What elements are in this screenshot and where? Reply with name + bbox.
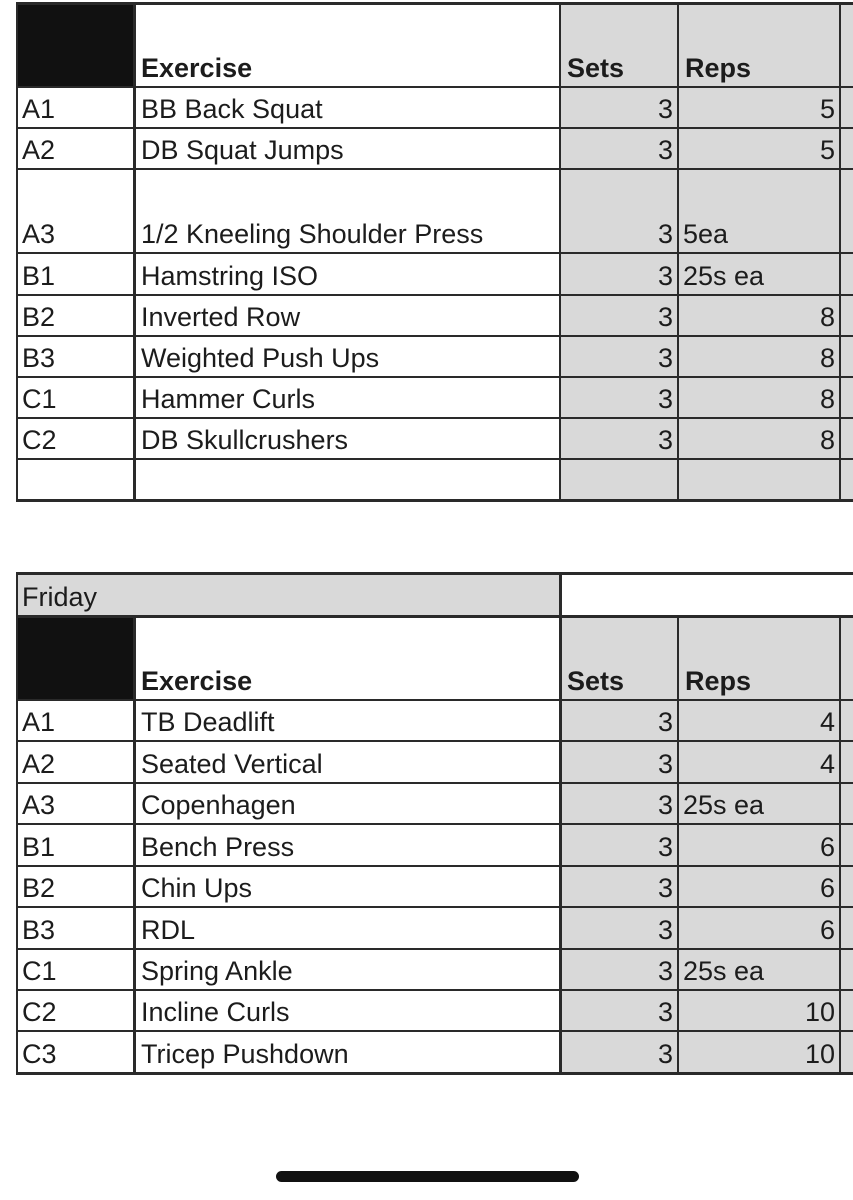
row-id: C3 (22, 1039, 57, 1069)
reps-value: 4 (819, 749, 835, 779)
exercise-name: BB Back Squat (141, 94, 323, 124)
row-id: B2 (22, 873, 56, 903)
reps-value: 10 (804, 1039, 835, 1069)
sets-value: 3 (657, 425, 673, 455)
sets-value: 3 (657, 302, 673, 332)
grid-line (16, 572, 18, 1075)
reps-header: Reps (685, 53, 752, 83)
grid-line (17, 127, 853, 129)
reps-value: 8 (819, 343, 835, 373)
reps-value: 6 (819, 915, 835, 945)
exercise-header: Exercise (141, 53, 253, 83)
grid-line (17, 948, 853, 950)
grid-line (16, 2, 18, 502)
header-corner-cell (17, 3, 134, 87)
exercise-name: Inverted Row (141, 302, 301, 332)
row-id: A2 (22, 135, 56, 165)
exercise-name: RDL (141, 915, 196, 945)
grid-line (17, 906, 853, 908)
header-corner-cell (17, 616, 134, 700)
empty-row (17, 459, 560, 500)
row-id: C2 (22, 425, 57, 455)
grid-line (17, 376, 853, 378)
grid-line (17, 865, 853, 867)
grid-line (17, 572, 853, 575)
sets-value: 3 (657, 384, 673, 414)
reps-value: 8 (819, 384, 835, 414)
exercise-name: Spring Ankle (141, 956, 293, 986)
reps-value: 5 (819, 135, 835, 165)
row-id: C1 (22, 384, 57, 414)
grid-line (839, 2, 841, 502)
exercise-name: Tricep Pushdown (141, 1039, 349, 1069)
sets-header: Sets (567, 53, 625, 83)
exercise-header: Exercise (141, 666, 253, 696)
grid-line (17, 740, 853, 742)
sets-value: 3 (657, 915, 673, 945)
row-id: A1 (22, 707, 56, 737)
grid-line (17, 335, 853, 337)
grid-line (677, 616, 679, 1075)
grid-line (17, 417, 853, 419)
sets-value: 3 (657, 873, 673, 903)
row-id: A3 (22, 219, 56, 249)
exercise-name: Hamstring ISO (141, 261, 319, 291)
exercise-name: 1/2 Kneeling Shoulder Press (141, 219, 484, 249)
sets-value: 3 (657, 94, 673, 124)
reps-value: 6 (819, 832, 835, 862)
row-id: B3 (22, 915, 56, 945)
grid-line (17, 458, 853, 460)
grid-line (17, 499, 853, 502)
sets-value: 3 (657, 219, 673, 249)
grid-line (677, 2, 679, 502)
sets-value: 3 (657, 997, 673, 1027)
sets-value: 3 (657, 832, 673, 862)
row-id: B3 (22, 343, 56, 373)
reps-header: Reps (685, 666, 752, 696)
sets-value: 3 (657, 1039, 673, 1069)
row-id: C1 (22, 956, 57, 986)
grid-line (17, 294, 853, 296)
row-id: B2 (22, 302, 56, 332)
grid-line (17, 615, 853, 618)
sets-value: 3 (657, 790, 673, 820)
sets-value: 3 (657, 343, 673, 373)
row-id: A3 (22, 790, 56, 820)
grid-line (17, 168, 853, 170)
grid-line (17, 86, 853, 88)
grid-line (559, 572, 562, 1075)
grid-line (17, 252, 853, 254)
grid-line (17, 1030, 853, 1032)
grid-line (17, 2, 853, 5)
grid-line (17, 823, 853, 825)
grid-line (17, 1072, 853, 1075)
row-id: A1 (22, 94, 56, 124)
reps-value: 4 (819, 707, 835, 737)
grid-line (559, 2, 561, 502)
grid-line (17, 989, 853, 991)
sets-value: 3 (657, 261, 673, 291)
exercise-name: TB Deadlift (141, 707, 275, 737)
grid-line (17, 782, 853, 784)
exercise-name: Hammer Curls (141, 384, 316, 414)
reps-value: 25s ea (683, 790, 765, 820)
exercise-name: Weighted Push Ups (141, 343, 380, 373)
row-id: B1 (22, 261, 56, 291)
reps-value: 8 (819, 425, 835, 455)
exercise-name: Bench Press (141, 832, 295, 862)
reps-value: 5ea (683, 219, 729, 249)
grid-line (839, 616, 841, 1075)
reps-value: 8 (819, 302, 835, 332)
day-label-cell: Friday (17, 573, 560, 616)
home-indicator[interactable] (276, 1171, 579, 1182)
row-id: C2 (22, 997, 57, 1027)
reps-value: 25s ea (683, 261, 765, 291)
sets-value: 3 (657, 749, 673, 779)
sets-header: Sets (567, 666, 625, 696)
grid-line (17, 699, 853, 701)
sets-value: 3 (657, 956, 673, 986)
grid-line (133, 2, 136, 502)
row-id: A2 (22, 749, 56, 779)
row-id: B1 (22, 832, 56, 862)
reps-value: 10 (804, 997, 835, 1027)
reps-value: 6 (819, 873, 835, 903)
sets-value: 3 (657, 707, 673, 737)
exercise-name: Copenhagen (141, 790, 296, 820)
reps-value: 5 (819, 94, 835, 124)
exercise-name: Seated Vertical (141, 749, 323, 779)
grid-line (133, 616, 136, 1075)
reps-value: 25s ea (683, 956, 765, 986)
exercise-name: DB Squat Jumps (141, 135, 344, 165)
sets-value: 3 (657, 135, 673, 165)
exercise-name: Incline Curls (141, 997, 290, 1027)
exercise-name: Chin Ups (141, 873, 253, 903)
exercise-name: DB Skullcrushers (141, 425, 349, 455)
